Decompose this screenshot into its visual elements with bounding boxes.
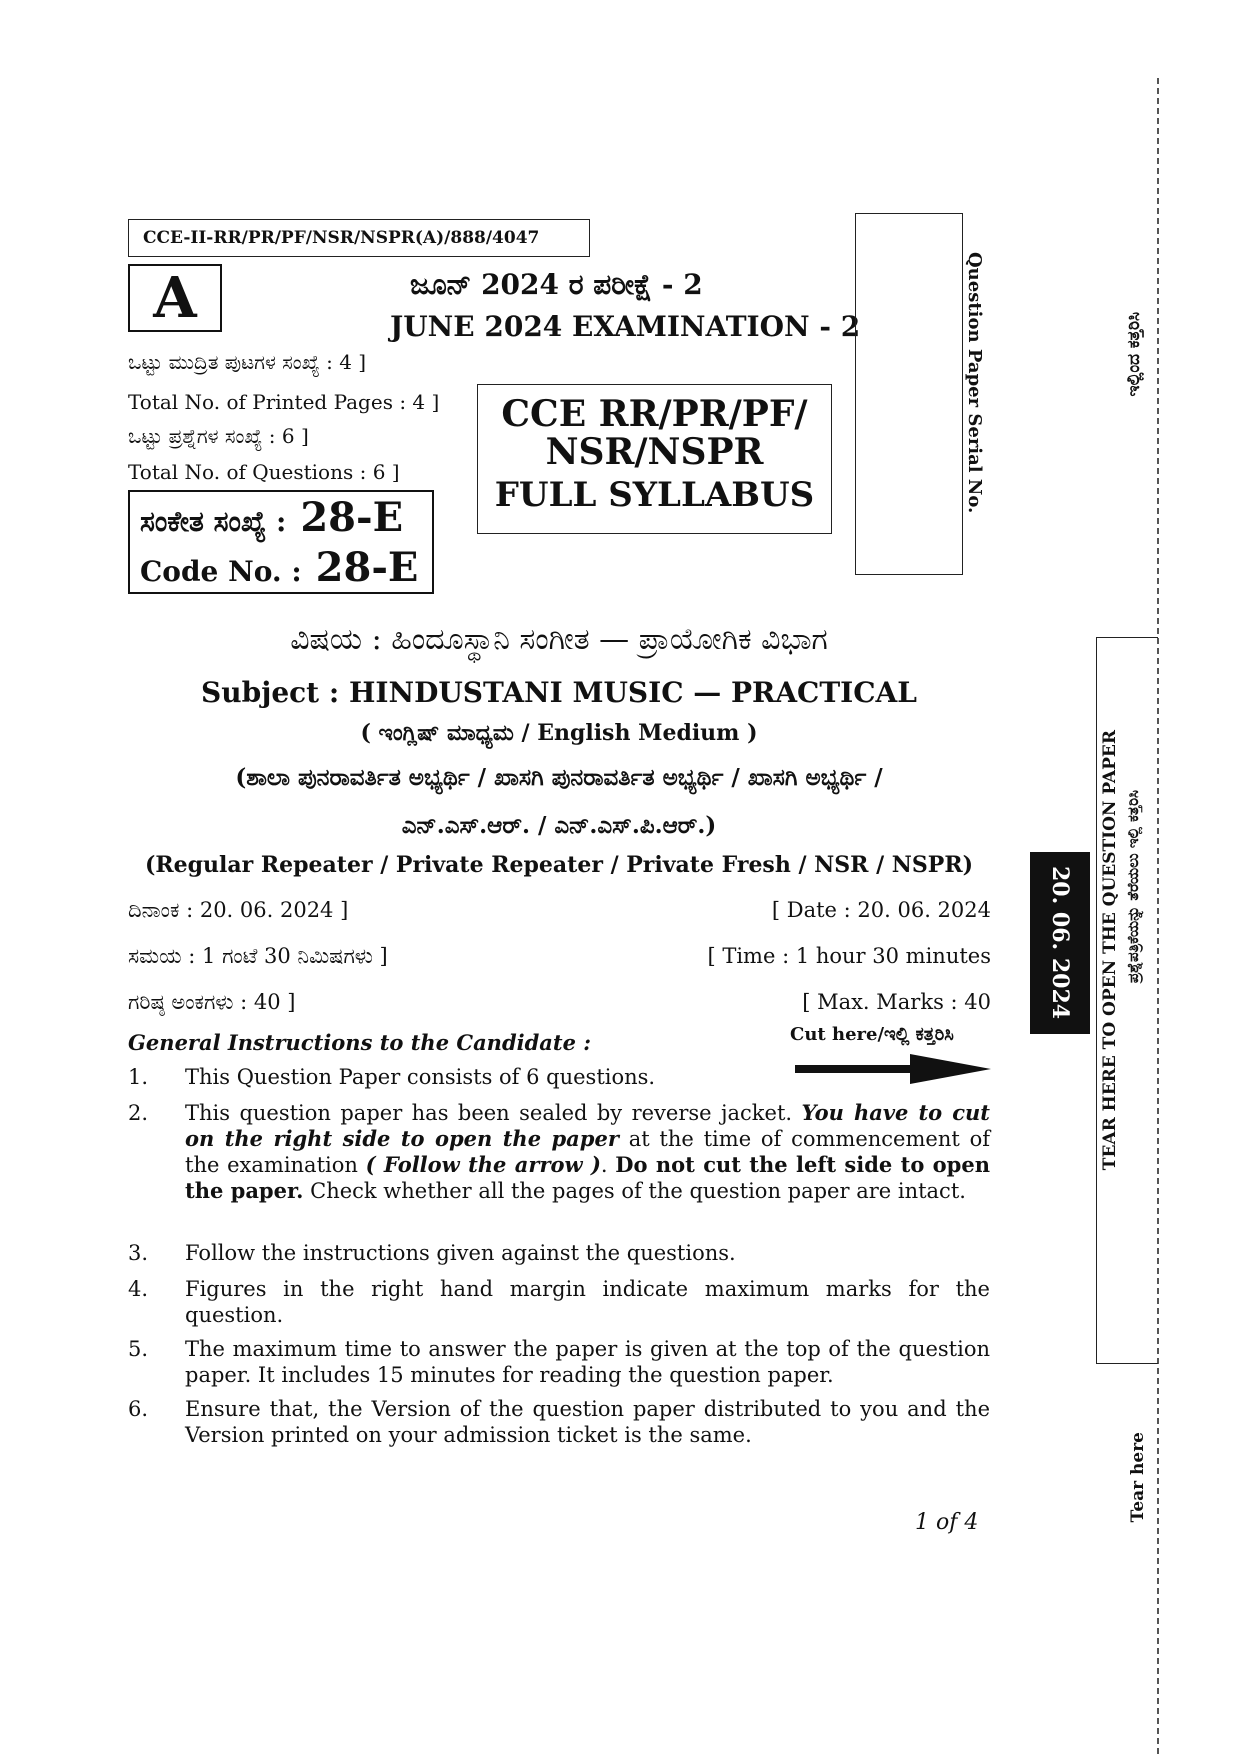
tear-instruction-kannada: ಪ್ರಶ್ನೆಪತ್ರಿಕೆಯನ್ನು ತೆರೆಯಲು ಇಲ್ಲಿ ಕತ್ತರಿಸಿ [1124,790,1142,984]
instruction-1: 1. This Question Paper consists of 6 questions. [128,1065,656,1089]
serial-number-box [855,213,963,575]
code-value-english: 28-E [315,544,419,591]
course-line-2: NSR/NSPR [545,431,764,473]
candidates-english: (Regular Repeater / Private Repeater / Private Fresh / NSR / NSPR) [144,852,974,878]
instruction-4: 4. Figures in the right hand margin indicate maximum marks for the question. [128,1277,990,1327]
cut-here-label: Cut here/ಇಲ್ಲಿ ಕತ್ತರಿಸಿ [790,1024,954,1045]
code-label-english: Code No. : [140,555,302,588]
candidates-kannada-line-2: ಎನ್.ಎಸ್.ಆರ್. / ಎನ್.ಎಸ್.ಪಿ.ಆರ್.) [401,812,717,839]
instruction-3: 3. Follow the instructions given against the questions. [128,1241,736,1265]
course-line-1: CCE RR/PR/PF/ [501,393,808,435]
course-line-3: FULL SYLLABUS [494,475,815,515]
time-kannada: ಸಮಯ : 1 ಗಂಟೆ 30 ನಿಮಿಷಗಳು ] [128,944,388,968]
serial-number-label: Question Paper Serial No. [964,252,985,514]
tear-label-kannada-top: ಇಲ್ಲಿಂದ ಕತ್ತರಿಸಿ [1124,312,1144,397]
date-kannada: ದಿನಾಂಕ : 20. 06. 2024 ] [128,898,349,922]
printed-pages-kannada: ಒಟ್ಟು ಮುದ್ರಿತ ಪುಟಗಳ ಸಂಖ್ಯೆ : 4 ] [128,350,367,374]
tear-instruction-english: TEAR HERE TO OPEN THE QUESTION PAPER [1100,730,1120,1171]
time-english: [ Time : 1 hour 30 minutes [707,944,991,968]
page-number: 1 of 4 [915,1510,979,1535]
instruction-2: 2. This question paper has been sealed by reverse jacket. You have to cut on the right side to open the paper at the time of commencement of the examination ( Follow the arrow ). Do not cut the left side to open the paper. Check whether all the pages of the question paper are intact. [128,1100,990,1203]
candidates-kannada-line-1: (ಶಾಲಾ ಪುನರಾವರ್ತಿತ ಅಭ್ಯರ್ಥಿ / ಖಾಸಗಿ ಪುನರಾವರ್ತಿತ ಅಭ್ಯರ್ಥಿ / ಖಾಸಗಿ ಅಭ್ಯರ್ಥಿ / [235,764,883,791]
questions-count-english: Total No. of Questions : 6 ] [128,460,400,484]
printed-pages-english: Total No. of Printed Pages : 4 ] [128,390,440,414]
instruction-6: 6. Ensure that, the Version of the question paper distributed to you and the Version printed on your admission ticket is the same. [128,1397,990,1447]
code-number-box [128,490,434,594]
date-stamp: 20. 06. 2024 [1030,852,1090,1034]
date-english: [ Date : 20. 06. 2024 [771,898,991,922]
version-label: A [128,264,222,332]
questions-count-kannada: ಒಟ್ಟು ಪ್ರಶ್ನೆಗಳ ಸಂಖ್ಯೆ : 6 ] [128,424,309,448]
code-row-kannada [140,494,403,541]
subject-kannada: ವಿಷಯ : ಹಿಂದೂಸ್ಥಾನಿ ಸಂಗೀತ — ಪ್ರಾಯೋಗಿಕ ವಿಭಾಗ [290,622,828,657]
code-value-kannada: 28-E [300,494,404,541]
course-box [477,384,832,534]
instructions-heading: General Instructions to the Candidate : [128,1030,592,1055]
tear-here-label: Tear here [1128,1432,1148,1523]
subject-english: Subject : HINDUSTANI MUSIC — PRACTICAL [201,676,917,709]
exam-title-kannada: ಜೂನ್ 2024 ರ ಪರೀಕ್ಷೆ - 2 [410,268,703,301]
marks-kannada: ಗರಿಷ್ಠ ಅಂಕಗಳು : 40 ] [128,990,296,1014]
medium: ( ಇಂಗ್ಲಿಷ್ ಮಾಧ್ಯಮ / English Medium ) [360,720,758,746]
instruction-5: 5. The maximum time to answer the paper is given at the top of the question paper. It includes 15 minutes for reading the question paper. [128,1337,990,1387]
code-row-english [140,544,418,591]
exam-title-english: JUNE 2024 EXAMINATION - 2 [390,310,861,343]
paper-code: CCE-II-RR/PR/PF/NSR/NSPR(A)/888/4047 [128,219,590,257]
code-label-kannada: ಸಂಕೇತ ಸಂಖ್ಯೆ : [140,505,287,538]
marks-english: [ Max. Marks : 40 [802,990,991,1014]
